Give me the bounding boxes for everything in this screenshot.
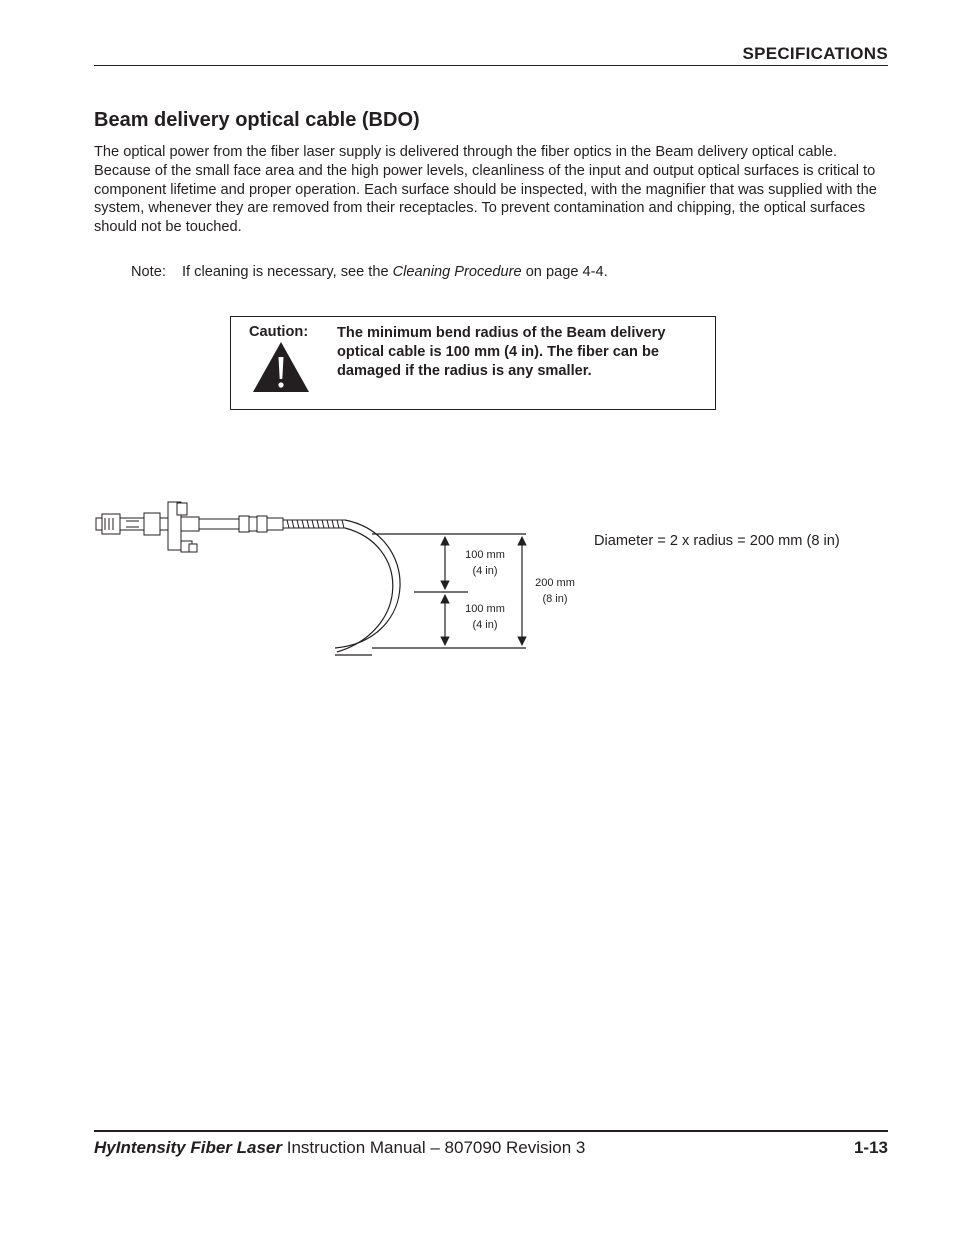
bend-radius-illustration xyxy=(0,490,954,670)
note-reference: Cleaning Procedure xyxy=(392,264,522,280)
caution-text: The minimum bend radius of the Beam delivery optical cable is 100 mm (4 in). The fiber can be damaged if the radius is any smaller. xyxy=(337,325,666,379)
section-title: Beam delivery optical cable (BDO) xyxy=(94,109,420,131)
bdo-strain-relief xyxy=(283,520,345,528)
diameter-note: Diameter = 2 x radius = 200 mm (8 in) xyxy=(594,533,840,549)
bdo-cable-bend xyxy=(335,520,400,655)
header-rule xyxy=(94,65,888,66)
radius-lower-mm: 100 mm xyxy=(465,603,505,615)
note-label: Note: xyxy=(131,264,166,280)
note xyxy=(131,264,608,280)
radius-upper-mm: 100 mm xyxy=(465,549,505,561)
footer-rule xyxy=(94,1130,888,1132)
caution-label: Caution: xyxy=(249,324,309,340)
radius-upper-in: (4 in) xyxy=(472,564,498,577)
footer-manual-title xyxy=(94,1138,585,1158)
footer-manual: Instruction Manual – 807090 Revision 3 xyxy=(282,1138,586,1157)
diameter-mm: 200 mm xyxy=(535,577,575,589)
footer-page-number: 1-13 xyxy=(853,1138,888,1157)
note-text-before: If cleaning is necessary, see the xyxy=(182,264,393,280)
footer-product: HyIntensity Fiber Laser xyxy=(94,1138,283,1157)
header-section-title: SPECIFICATIONS xyxy=(742,44,888,63)
bdo-connector xyxy=(96,502,283,552)
radius-lower-in: (4 in) xyxy=(472,618,498,631)
body-paragraph: The optical power from the fiber laser supply is delivered through the fiber optics in the Beam delivery optical cable. Because of the small face area and the high power levels, cleanliness of the input and output optical surfaces is critical to component lifetime and proper operation. Each surface should be inspected, with the magnifier that was supplied with the system, whenever they are removed from their receptacles. To prevent contamination and chipping, the optical surfaces should not be touched. xyxy=(94,144,877,236)
radius-upper-label xyxy=(456,548,514,579)
warning-triangle-icon xyxy=(252,341,310,393)
caution-box xyxy=(230,316,716,410)
diameter-label xyxy=(526,576,584,607)
note-text-after: on page 4-4. xyxy=(521,264,608,280)
diameter-in: (8 in) xyxy=(542,592,568,605)
radius-lower-label xyxy=(456,602,514,633)
